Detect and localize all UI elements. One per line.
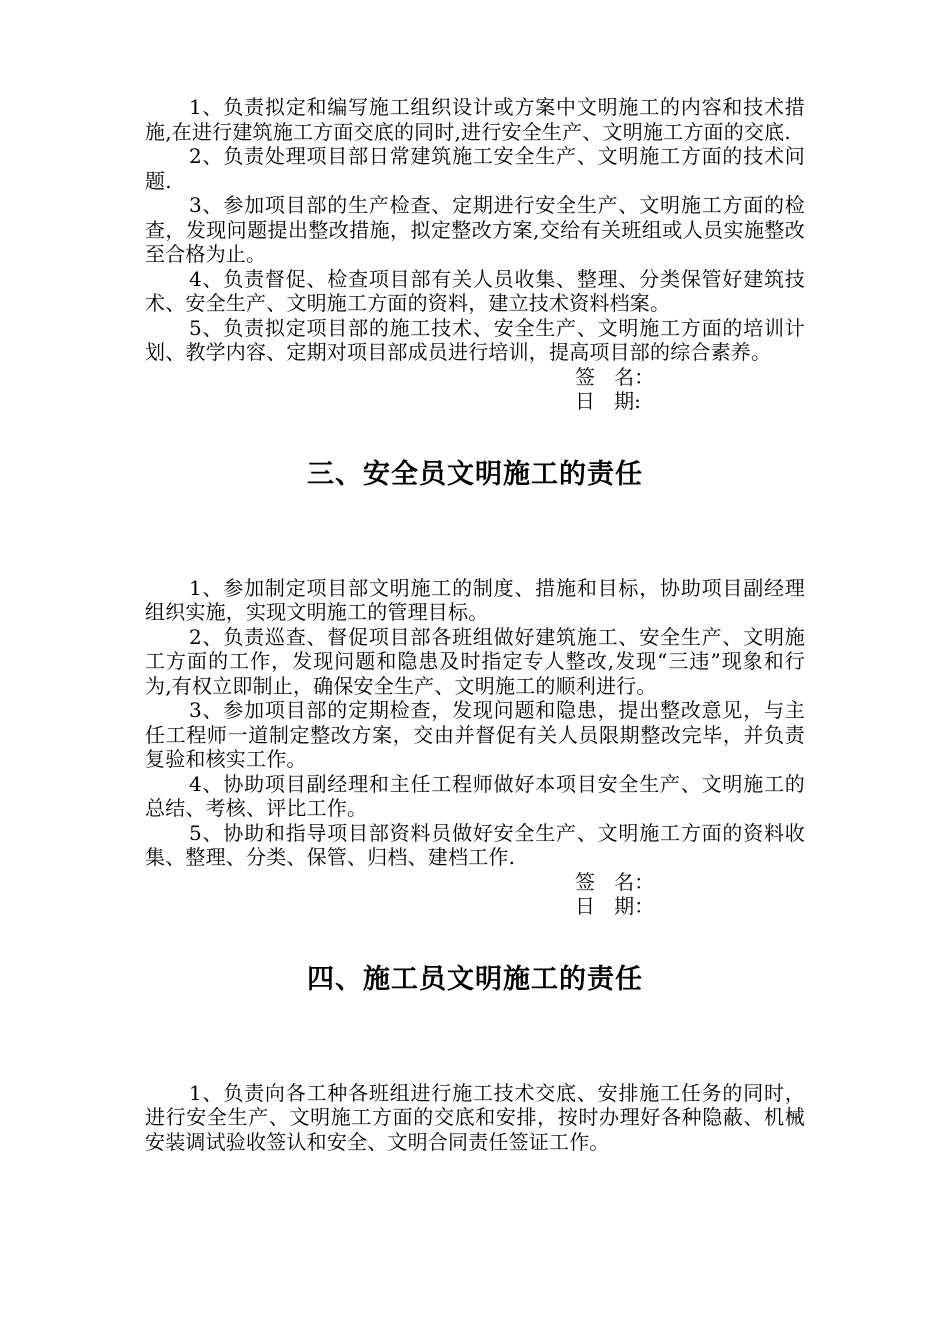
section-title: 四、施工员文明施工的责任 [307,963,643,995]
document-page [145,95,805,1154]
paragraph: 5、负责拟定项目部的施工技术、安全生产、文明施工方面的培训计划、教学内容、定期对项目部成员进行培训，提高项目部的综合素养。 [145,315,805,364]
paragraph: 2、负责处理项目部日常建筑施工安全生产、文明施工方面的技术问题. [145,144,805,193]
paragraph: 2、负责巡查、督促项目部各班组做好建筑施工、安全生产、文明施工方面的工作，发现问题和隐患及时指定专人整改,发现“三违”现象和行为,有权立即制止，确保安全生产、文明施工的顺利进行。 [145,624,805,698]
paragraph: 3、参加项目部的定期检查，发现问题和隐患，提出整改意见，与主任工程师一道制定整改方案，交由并督促有关人员限期整改完毕，并负责复验和核实工作。 [145,698,805,771]
section2-body [145,95,805,414]
date-label: 日 期: [575,389,641,413]
date-label: 日 期： [575,894,655,918]
paragraph: 1、参加制定项目部文明施工的制度、措施和目标，协助项目副经理组织实施，实现文明施工的管理目标。 [145,575,805,624]
section3-body [145,576,805,919]
paragraph: 1、负责拟定和编写施工组织设计或方案中文明施工的内容和技术措施,在进行建筑施工方面交底的同时,进行安全生产、文明施工方面的交底. [145,95,805,144]
paragraph: 4、协助项目副经理和主任工程师做好本项目安全生产、文明施工的总结、考核、评比工作。 [145,771,805,820]
paragraph: 4、负责督促、检查项目部有关人员收集、整理、分类保管好建筑技术、安全生产、文明施工方面的资料，建立技术资料档案。 [145,266,805,315]
section-title: 三、安全员文明施工的责任 [307,458,643,490]
signature-label: 签 名： [575,364,655,389]
section4-body [145,1081,805,1155]
paragraph: 5、协助和指导项目部资料员做好安全生产、文明施工方面的资料收集、整理、分类、保管、归档、建档工作. [145,820,805,869]
paragraph: 1、负责向各工种各班组进行施工技术交底、安排施工任务的同时，进行安全生产、文明施工方面的交底和安排，按时办理好各种隐蔽、机械安装调试验收签认和安全、文明合同责任签证工作。 [145,1080,805,1154]
signature-label: 签 名： [575,869,655,894]
paragraph: 3、参加项目部的生产检查、定期进行安全生产、文明施工方面的检查，发现问题提出整改措施，拟定整改方案,交给有关班组或人员实施整改至合格为止。 [145,193,805,266]
